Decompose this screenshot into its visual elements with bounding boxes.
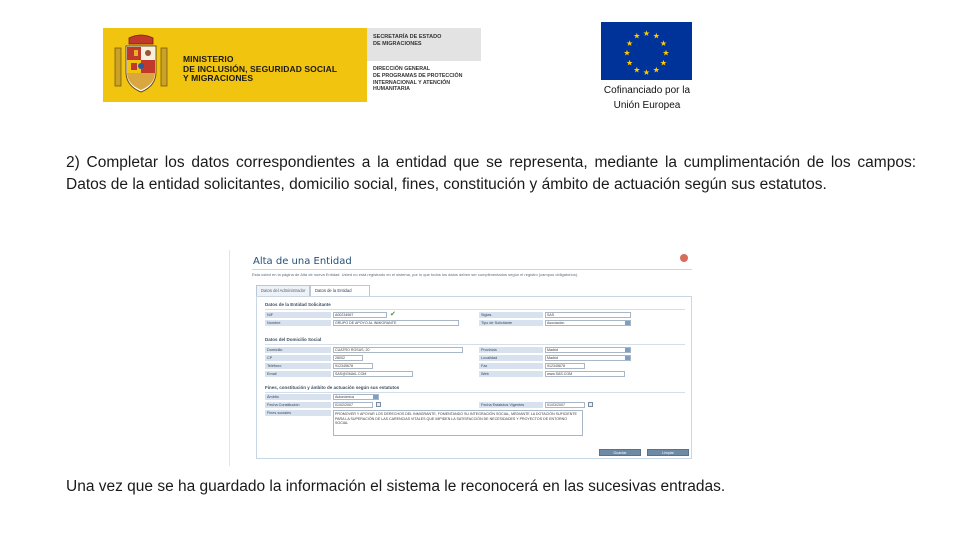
label-domicilio: Domicilio [265, 347, 331, 353]
tab-datos-entidad[interactable]: Datos de la Entidad [310, 285, 370, 296]
label-fines-sociales: Fines sociales [265, 410, 331, 416]
label-fecha-estatutos: Fecha Estatutos Vigentes [479, 402, 543, 408]
embedded-form-screenshot [229, 250, 694, 466]
calendar-icon[interactable] [376, 402, 381, 407]
ministry-logo [103, 28, 481, 102]
svg-text:★: ★ [626, 58, 634, 68]
siglas-input[interactable]: SAS [545, 312, 631, 318]
direccion-line: INTERNACIONAL Y ATENCIÓN [373, 79, 451, 86]
direccion-line: HUMANITARIA [373, 86, 410, 93]
eu-flag [601, 22, 692, 80]
direccion-line: DE PROGRAMAS DE PROTECCIÓN [373, 72, 463, 79]
svg-text:★: ★ [642, 29, 651, 38]
fecha-constitucion-input[interactable]: 01/02/2007 [333, 402, 373, 408]
svg-text:★: ★ [633, 65, 641, 75]
svg-text:★: ★ [662, 48, 670, 58]
close-icon[interactable] [680, 254, 688, 262]
secretaria-line: DE MIGRACIONES [373, 41, 422, 47]
section-divider [265, 344, 685, 345]
tab-datos-administrador[interactable]: Datos del Administrador [256, 285, 310, 296]
email-input[interactable]: SAS@GMAIL.COM [333, 371, 413, 377]
label-fax: Fax [479, 363, 543, 369]
coat-of-arms-icon [111, 34, 171, 96]
form-info-text: Esta usted en la página de Alta de nueva Entidad. Usted no está registrado en el sistema, por lo que todos los datos deben ser cumplimentados según el registro (campos obligatorios). [252, 272, 579, 277]
nif-input[interactable]: A00234567 [333, 312, 387, 318]
secretaria-box [367, 28, 481, 61]
outro-paragraph: Una vez que se ha guardado la información el sistema le reconocerá en las sucesivas entradas. [66, 478, 726, 495]
ministry-logo-banner [103, 28, 367, 102]
label-telefono: Teléfono [265, 363, 331, 369]
svg-text:★: ★ [659, 38, 667, 48]
eu-caption [578, 83, 716, 113]
provincia-select[interactable]: Madrid [545, 347, 631, 353]
section-title-fines: Fines, constitución y ámbito de actuación según sus estatutos [265, 385, 400, 390]
web-input[interactable]: www.SAS.COM [545, 371, 625, 377]
direccion-line: DIRECCIÓN GENERAL [373, 66, 431, 72]
form-panel [256, 296, 692, 459]
ambito-select[interactable]: Autonómica [333, 394, 379, 400]
fecha-estatutos-input[interactable]: 01/03/2007 [545, 402, 585, 408]
svg-text:★: ★ [623, 48, 631, 58]
section-divider [265, 392, 685, 393]
guardar-button[interactable]: Guardar [599, 449, 641, 456]
label-localidad: Localidad [479, 355, 543, 361]
tipo-solicitante-select[interactable]: Asociación [545, 320, 631, 326]
eu-caption-line: Cofinanciado por la [603, 85, 691, 96]
eu-stars-icon [601, 22, 692, 80]
fax-input[interactable]: 912345678 [545, 363, 585, 369]
label-fecha-constitucion: Fecha Constitución [265, 402, 331, 408]
localidad-select[interactable]: Madrid [545, 355, 631, 361]
section-title-domicilio: Datos del Domicilio Social [265, 337, 322, 342]
label-nif: NIF [265, 312, 331, 318]
svg-text:★: ★ [626, 38, 634, 48]
secretaria-line: SECRETARÍA DE ESTADO [373, 34, 442, 40]
fines-textarea[interactable]: PROMOVER Y APOYAR LOS DERECHOS DEL INMIGRANTE, FOMENTANDO SU INTEGRACIÓN SOCIAL, MEDIANTE LA DOTACIÓN SUFICIENTE PARA LA SUPERACIÓN DE LAS CARENCIAS VITALES QUE IMPIDEN LA SATISFACCIÓN DE NECESIDADES Y PROYECTOS DE ENTORNO SOCIAL [333, 410, 583, 436]
calendar-icon[interactable] [588, 402, 593, 407]
section-divider [265, 309, 685, 310]
ministry-name-line: Y MIGRACIONES [183, 73, 254, 83]
ministry-name-line: DE INCLUSIÓN, SEGURIDAD SOCIAL [183, 63, 338, 74]
label-web: Web [479, 371, 543, 377]
ministry-name-line: MINISTERIO [183, 54, 234, 64]
label-provincia: Provincia [479, 347, 543, 353]
ministry-side-panel [367, 28, 481, 102]
intro-paragraph: 2) Completar los datos correspondientes a la entidad que se representa, mediante la cumplimentación de los campos: Datos de la entidad solicitantes, domicilio social, fines, constitución y ámbito de actuación según sus estatutos. [66, 154, 916, 193]
label-tipo-solicitante: Tipo de Solicitante [479, 320, 543, 326]
label-nombre: Nombre [265, 320, 331, 326]
label-email: Email [265, 371, 331, 377]
label-cp: CP [265, 355, 331, 361]
label-siglas: Siglas [479, 312, 543, 318]
direccion-general-text [373, 66, 462, 93]
cp-input[interactable]: 28002 [333, 355, 363, 361]
svg-text:★: ★ [652, 65, 660, 75]
form-title: Alta de una Entidad [253, 256, 352, 267]
check-icon: ✔ [390, 311, 396, 318]
nombre-input[interactable]: GRUPO DE APOYO AL INMIGRANTE [333, 320, 459, 326]
telefono-input[interactable]: 912345678 [333, 363, 373, 369]
section-title-entidad: Datos de la Entidad Solicitante [265, 302, 331, 307]
label-ambito: Ámbito [265, 394, 331, 400]
svg-text:★: ★ [652, 31, 660, 41]
svg-text:★: ★ [659, 58, 667, 68]
ministry-name [183, 55, 337, 84]
eu-caption-line: Unión Europea [613, 100, 681, 111]
limpiar-button[interactable]: Limpiar [647, 449, 689, 456]
domicilio-input[interactable]: CUATRO ROSAS, 20 [333, 347, 463, 353]
title-divider [252, 269, 692, 270]
svg-text:★: ★ [642, 68, 651, 77]
svg-text:★: ★ [633, 31, 641, 41]
secretaria-text [373, 34, 441, 48]
